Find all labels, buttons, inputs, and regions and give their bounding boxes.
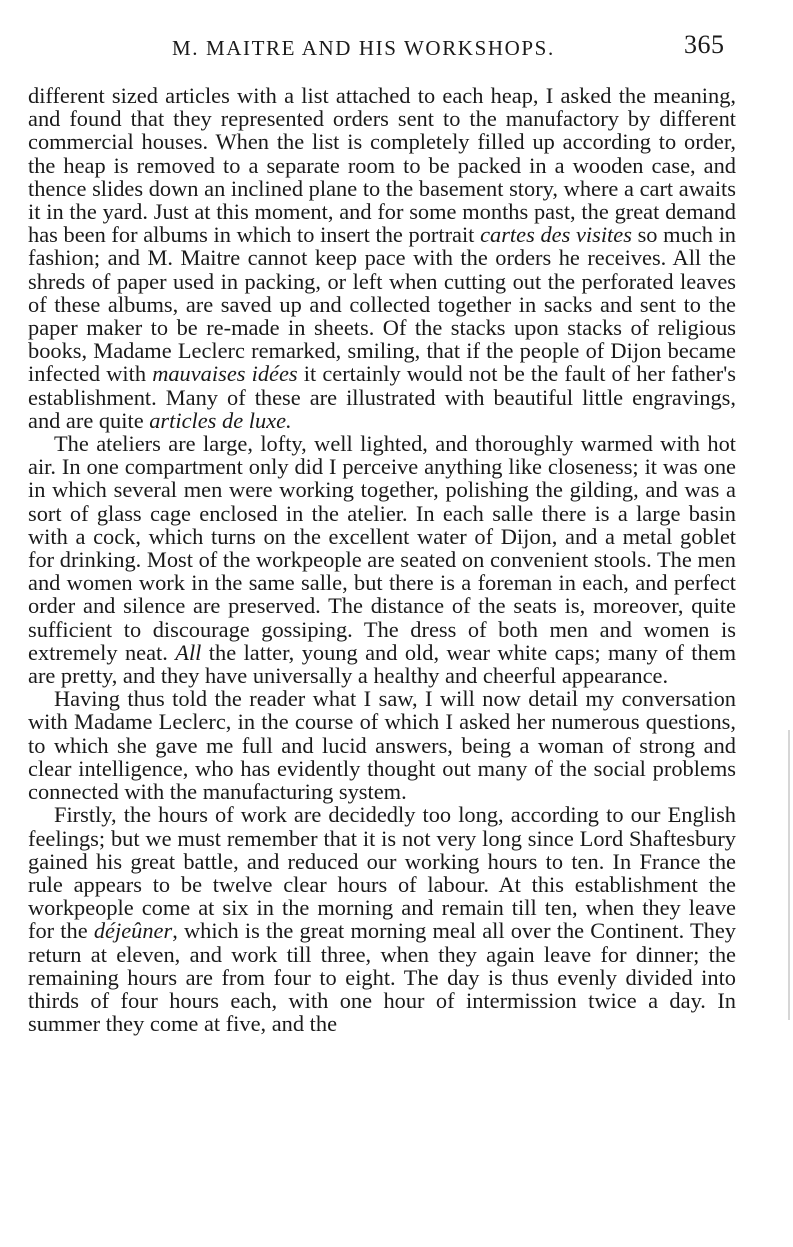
text-run: Having thus told the reader what I saw, I will now detail my conversation with Madame Leclerc, in the course of which I asked her numerous questions, to which she gave me full and lucid answers, being a woman of strong and clear intelligence, who has evidently thought out many of the social problems connected with the manufacturing system.	[28, 686, 736, 805]
text-run: The ateliers are large, lofty, well lighted, and thoroughly warmed with hot air. In one compartment only did I perceive anything like closeness; it was one in which several men were working together, polishing the gilding, and was a sort of glass cage enclosed in the atelier. In each salle there is a large basin with a cock, which turns on the excellent water of Dijon, and a metal goblet for drinking. Most of the workpeople are seated on convenient stools. The men and women work in the same salle, but there is a foreman in each, and perfect order and silence are preserved. The distance of the seats is, moreover, quite sufficient to discourage gossiping. The dress of both men and women is extremely neat.	[28, 431, 736, 665]
paragraph	[28, 84, 736, 432]
italic-phrase: déjeûner	[93, 918, 173, 944]
text-run: the latter, young and old, wear white caps; many of them are pretty, and they have universally a healthy and cheerful appearance.	[28, 639, 737, 689]
italic-phrase: mauvaises idées	[152, 361, 298, 387]
text-run: , which is the great morning meal all over the Continent. They return at eleven, and work till three, when they again leave for dinner; the remaining hours are from four to eight. The day is thus evenly divided into thirds of four hours each, with one hour of intermission twice a day. In summer they come at five, and the	[28, 918, 736, 1037]
running-head	[0, 30, 793, 70]
paragraph	[28, 803, 736, 1035]
text-run: it certainly would not be the fault of her father's establishment. Many of these are illustrated with beautiful little engravings, and are quite	[28, 361, 737, 433]
page-number: 365	[684, 30, 725, 59]
margin-rule	[788, 730, 790, 1020]
paragraph	[28, 432, 736, 687]
text-run: different sized articles with a list attached to each heap, I asked the meaning, and found that they represented orders sent to the manufactory by different commercial houses. When the list is completely filled up according to order, the heap is removed to a separate room to be packed in a wooden case, and thence slides down an inclined plane to the basement story, where a cart awaits it in the yard. Just at this moment, and for some months past, the great demand has been for albums in which to insert the portrait	[28, 83, 736, 248]
text-run: so much in fashion; and M. Maitre cannot keep pace with the orders he receives. All the shreds of paper used in packing, or left when cutting out the perforated leaves of these albums, are saved up and collected together in sacks and sent to the paper maker to be re-made in sheets. Of the stacks upon stacks of religious books, Madame Leclerc remarked, smiling, that if the people of Dijon became infected with	[28, 222, 736, 387]
italic-phrase: articles de luxe.	[149, 407, 292, 433]
italic-phrase: All	[175, 639, 202, 665]
italic-phrase: cartes des visites	[480, 222, 632, 248]
paragraph	[28, 687, 736, 803]
body-text	[28, 84, 736, 1035]
running-title: M. MAITRE AND HIS WORKSHOPS.	[172, 36, 555, 60]
text-run: Firstly, the hours of work are decidedly too long, according to our English feelings; but we must remember that it is not very long since Lord Shaftesbury gained his great battle, and reduced our working hours to ten. In France the rule appears to be twelve clear hours of labour. At this establishment the workpeople come at six in the morning and remain till ten, when they leave for the	[28, 802, 736, 944]
